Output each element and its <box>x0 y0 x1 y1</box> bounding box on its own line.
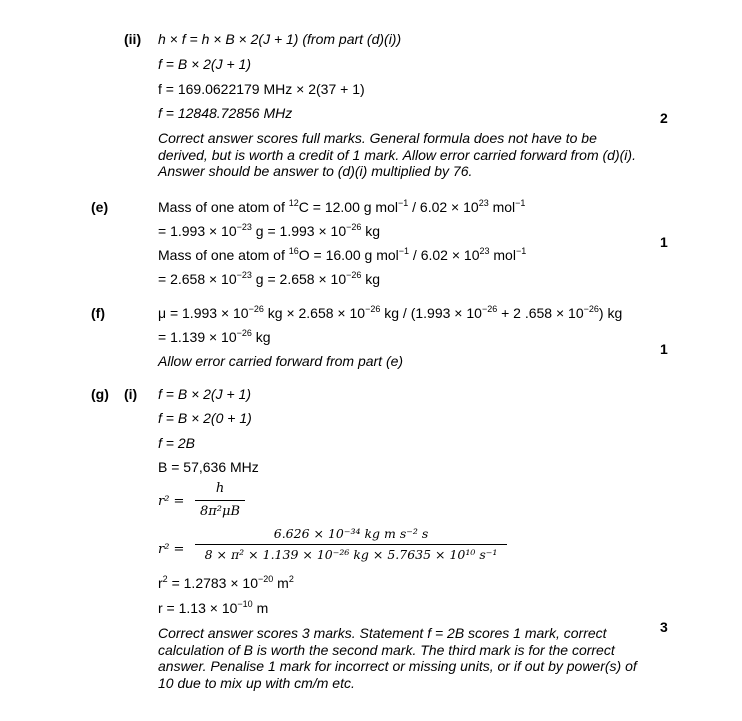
part-e-line-4: = $2.658 \times 10^{-23}$ $g = 2.658 \times 10^{-26}$ kg <box>158 270 381 287</box>
equation-1-denominator: 8π²μB <box>199 504 241 519</box>
part-g-label: (g) <box>91 386 109 402</box>
part-g-line-4: B = 57,636 MHz <box>158 459 259 475</box>
part-e-line-3: Mass of one atom of $^{16}$O = 16.00 g $mol^{-1} / 6.02 \times 10^{23}$ mol$^{-1}$ <box>158 246 527 263</box>
part-g-line-1: f = B × 2(J + 1) <box>158 386 251 402</box>
part-g-i-label: (i) <box>124 386 138 402</box>
part-f-label: (f) <box>91 305 105 321</box>
part-f-line-1: $\mu = 1.993 \times 10^{-26}$ kg × $2.658 \times 10^{-26}$ kg / ($1.993 \times 10^{-26} + 2$ $.658 \times 10^{-26}$) kg <box>158 304 623 321</box>
part-d-ii-line-4: f = 12848.72856 MHz <box>158 105 293 121</box>
part-g-line-5: $r^2 = 1.2783 \times 10^{-20}$ $m^2$ <box>158 574 294 591</box>
part-f-marks: 1 <box>660 341 668 357</box>
equation-1-lhs: r² = <box>158 494 185 509</box>
part-d-ii-marks: 2 <box>660 110 668 126</box>
part-g-line-6: $r = 1.13 \times 10^{-10}$ m <box>158 599 269 616</box>
equation-2-fraction <box>195 525 507 565</box>
equation-2-denominator: 8 × π² × 1.139 × 10⁻²⁶ kg × 5.7635 × 10¹⁰ s⁻¹ <box>204 547 498 562</box>
part-e-line-2: = $1.993 \times 10^{-23}$ $g = 1.993 \times 10^{-26}$ kg <box>158 222 381 239</box>
part-g-line-2: f = B × 2(0 + 1) <box>158 410 252 426</box>
part-e-marks: 1 <box>660 234 668 250</box>
equation-2-numerator: 6.626 × 10⁻³⁴ kg m s⁻² s <box>273 526 429 541</box>
part-g-note: Correct answer scores 3 marks. Statement f = 2B scores 1 mark, correct calculation of B is worth the second mark. The third mark is for the correct answer. Penalise 1 mark for incorrect or missing units, or if out by power(s) of 10 due to mix up with cm/m etc. <box>158 625 637 691</box>
part-d-ii-label: (ii) <box>124 31 142 47</box>
part-g-marks: 3 <box>660 619 668 635</box>
part-g-line-3: f = 2B <box>158 435 195 451</box>
part-e-line-1: Mass of one atom of $^{12}$C = 12.00 g $mol^{-1} / 6.02 \times 10^{23}$ mol$^{-1}$ <box>158 198 526 215</box>
part-d-ii-line-2: f = B × 2(J + 1) <box>158 56 251 72</box>
equation-2-lhs: r² = <box>158 542 185 557</box>
part-e-label: (e) <box>91 199 109 215</box>
part-f-line-2: = $1.139 \times 10^{-26}$ kg <box>158 328 271 345</box>
part-f-note: Allow error carried forward from part (e) <box>158 353 404 369</box>
part-d-ii-line-3: f = 169.0622179 MHz × 2(37 + 1) <box>158 81 365 97</box>
equation-2-fraction-bar <box>195 544 507 545</box>
part-d-ii-line-1: h × f = h × B × 2(J + 1) (from part (d)(i)) <box>158 31 402 47</box>
part-d-ii-note: Correct answer scores full marks. General formula does not have to be derived, but is worth a credit of 1 mark. Allow error carried forward from (d)(i). Answer should be answer to (d)(i) multiplied by 76. <box>158 130 636 179</box>
equation-1-fraction-bar <box>195 500 245 501</box>
equation-1-numerator: h <box>215 481 225 496</box>
equation-1-fraction <box>195 478 245 522</box>
